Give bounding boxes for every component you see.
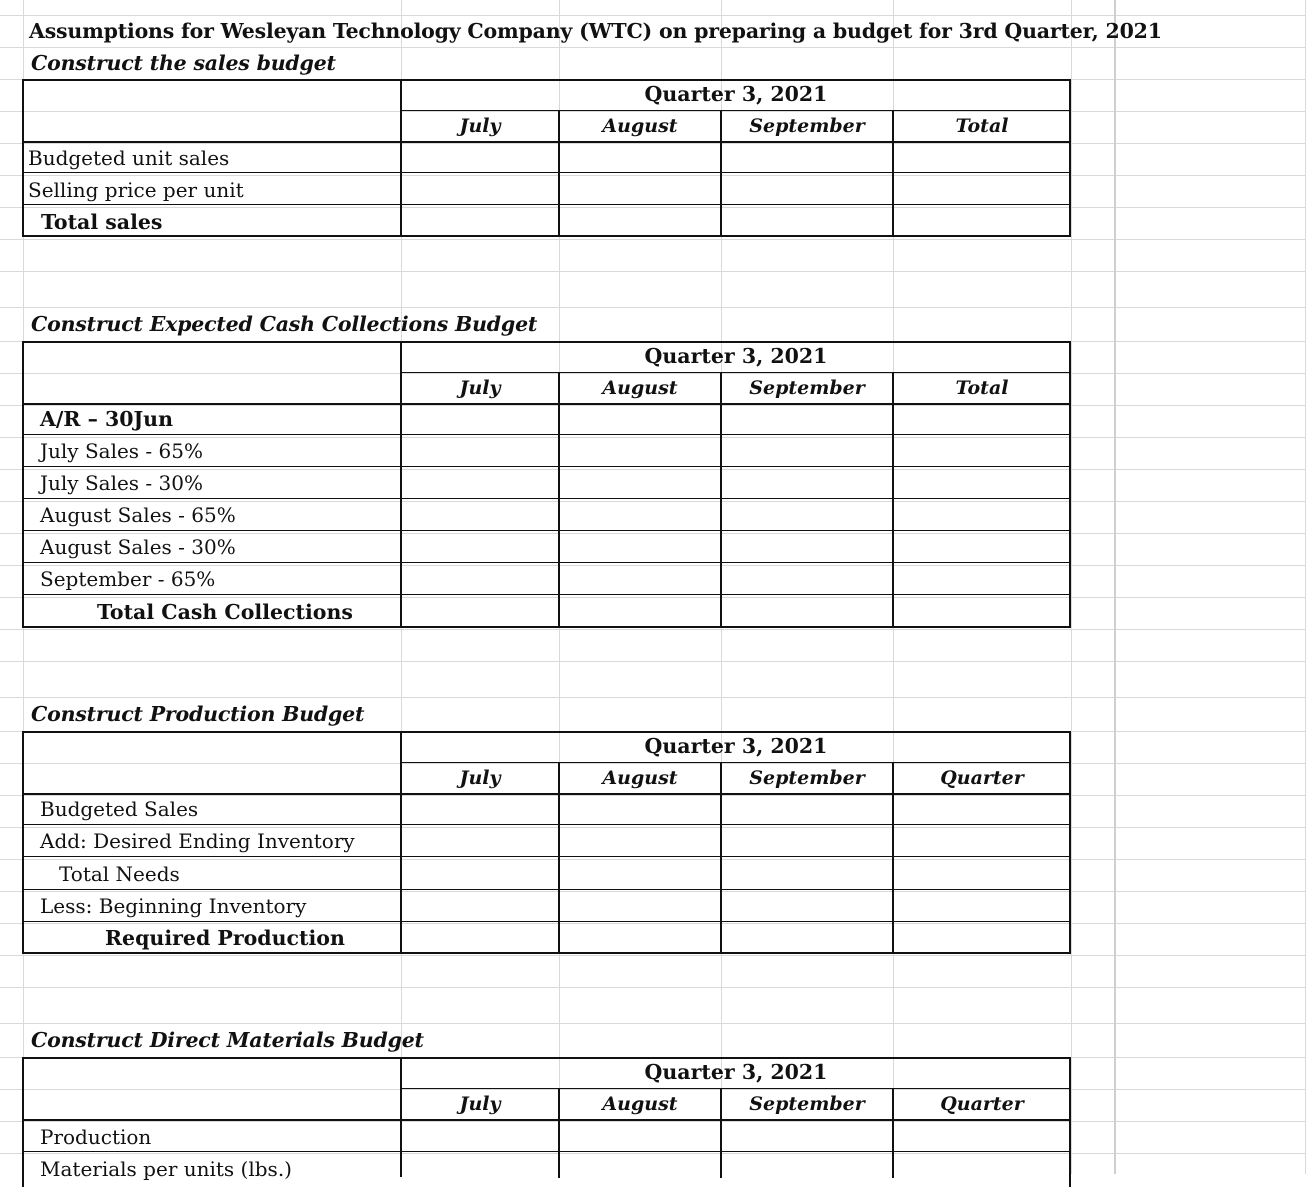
gridline: [0, 307, 1306, 308]
row-label: Budgeted Sales: [40, 797, 199, 821]
section-heading-direct-materials: Construct Direct Materials Budget: [31, 1028, 424, 1052]
section-heading-cash-collections: Construct Expected Cash Collections Budget: [31, 312, 538, 336]
table-rule: [22, 856, 1071, 857]
section-heading-sales: Construct the sales budget: [31, 51, 336, 75]
row-label: Total Needs: [59, 862, 180, 886]
section-heading-production: Construct Production Budget: [31, 702, 365, 726]
table-rule: [22, 594, 1071, 595]
gridline: [0, 697, 1306, 698]
row-label-total: Total sales: [41, 210, 163, 234]
table-rule: [22, 434, 1071, 435]
table-rule: [558, 372, 560, 628]
table-rule: [401, 1088, 1071, 1089]
row-label: Add: Desired Ending Inventory: [40, 829, 355, 853]
row-label: August Sales - 65%: [40, 503, 236, 527]
table-rule: [22, 403, 1071, 405]
column-header-august: August: [602, 1093, 678, 1115]
column-header-total: Total: [955, 377, 1009, 399]
gridline: [0, 661, 1306, 662]
quarter-title: Quarter 3, 2021: [644, 734, 828, 758]
table-rule: [400, 731, 402, 954]
column-header-july: July: [459, 1093, 501, 1115]
table-rule: [22, 498, 1071, 499]
table-rule: [22, 204, 1071, 205]
table-rule: [22, 824, 1071, 825]
table-rule: [892, 762, 894, 954]
table-rule: [22, 1151, 1071, 1152]
column-header-september: September: [749, 115, 865, 137]
gridline: [0, 239, 1306, 240]
row-label: Less: Beginning Inventory: [40, 894, 307, 918]
table-rule: [892, 372, 894, 628]
gridline: [0, 271, 1306, 272]
gridline: [0, 1023, 1306, 1024]
table-rule: [401, 762, 1071, 763]
gridline: [1114, 0, 1116, 1174]
column-header-total: Total: [955, 115, 1009, 137]
column-header-july: July: [459, 377, 501, 399]
table-rule: [401, 372, 1071, 373]
table-rule: [22, 141, 1071, 143]
table-rule: [22, 793, 1071, 795]
table-rule: [22, 562, 1071, 563]
table-rule: [401, 110, 1071, 111]
column-header-august: August: [602, 767, 678, 789]
table-rule: [22, 921, 1071, 922]
column-header-quarter: Quarter: [940, 767, 1024, 789]
column-header-september: September: [749, 377, 865, 399]
table-rule: [22, 172, 1071, 173]
row-label: Budgeted unit sales: [28, 146, 230, 170]
table-rule: [22, 466, 1071, 467]
row-label: A/R – 30Jun: [40, 407, 173, 431]
gridline: [0, 15, 1306, 16]
gridline: [0, 629, 1306, 630]
column-header-july: July: [459, 115, 501, 137]
row-label: July Sales - 30%: [40, 471, 203, 495]
row-label: Production: [40, 1125, 152, 1149]
quarter-title: Quarter 3, 2021: [644, 82, 828, 106]
row-label-total: Required Production: [105, 926, 345, 950]
column-header-quarter: Quarter: [940, 1093, 1024, 1115]
row-label: Materials per units (lbs.): [40, 1157, 292, 1181]
gridline: [0, 955, 1306, 956]
column-header-july: July: [459, 767, 501, 789]
gridline: [1071, 0, 1072, 1174]
row-label: Selling price per unit: [28, 178, 244, 202]
row-label: September - 65%: [40, 567, 216, 591]
table-rule: [720, 372, 722, 628]
row-label: July Sales - 65%: [40, 439, 203, 463]
row-label: August Sales - 30%: [40, 535, 236, 559]
gridline: [0, 987, 1306, 988]
table-rule: [558, 762, 560, 954]
column-header-august: August: [602, 377, 678, 399]
sheet-title: Assumptions for Wesleyan Technology Company (WTC) on preparing a budget for 3rd Quarter, 2021: [29, 19, 1162, 43]
column-header-august: August: [602, 115, 678, 137]
table-rule: [22, 1119, 1071, 1121]
gridline: [0, 47, 1306, 48]
row-label-total: Total Cash Collections: [97, 600, 353, 624]
quarter-title: Quarter 3, 2021: [644, 1060, 828, 1084]
column-header-september: September: [749, 1093, 865, 1115]
table-rule: [22, 889, 1071, 890]
table-rule: [22, 530, 1071, 531]
quarter-title: Quarter 3, 2021: [644, 344, 828, 368]
column-header-september: September: [749, 767, 865, 789]
table-rule: [720, 762, 722, 954]
